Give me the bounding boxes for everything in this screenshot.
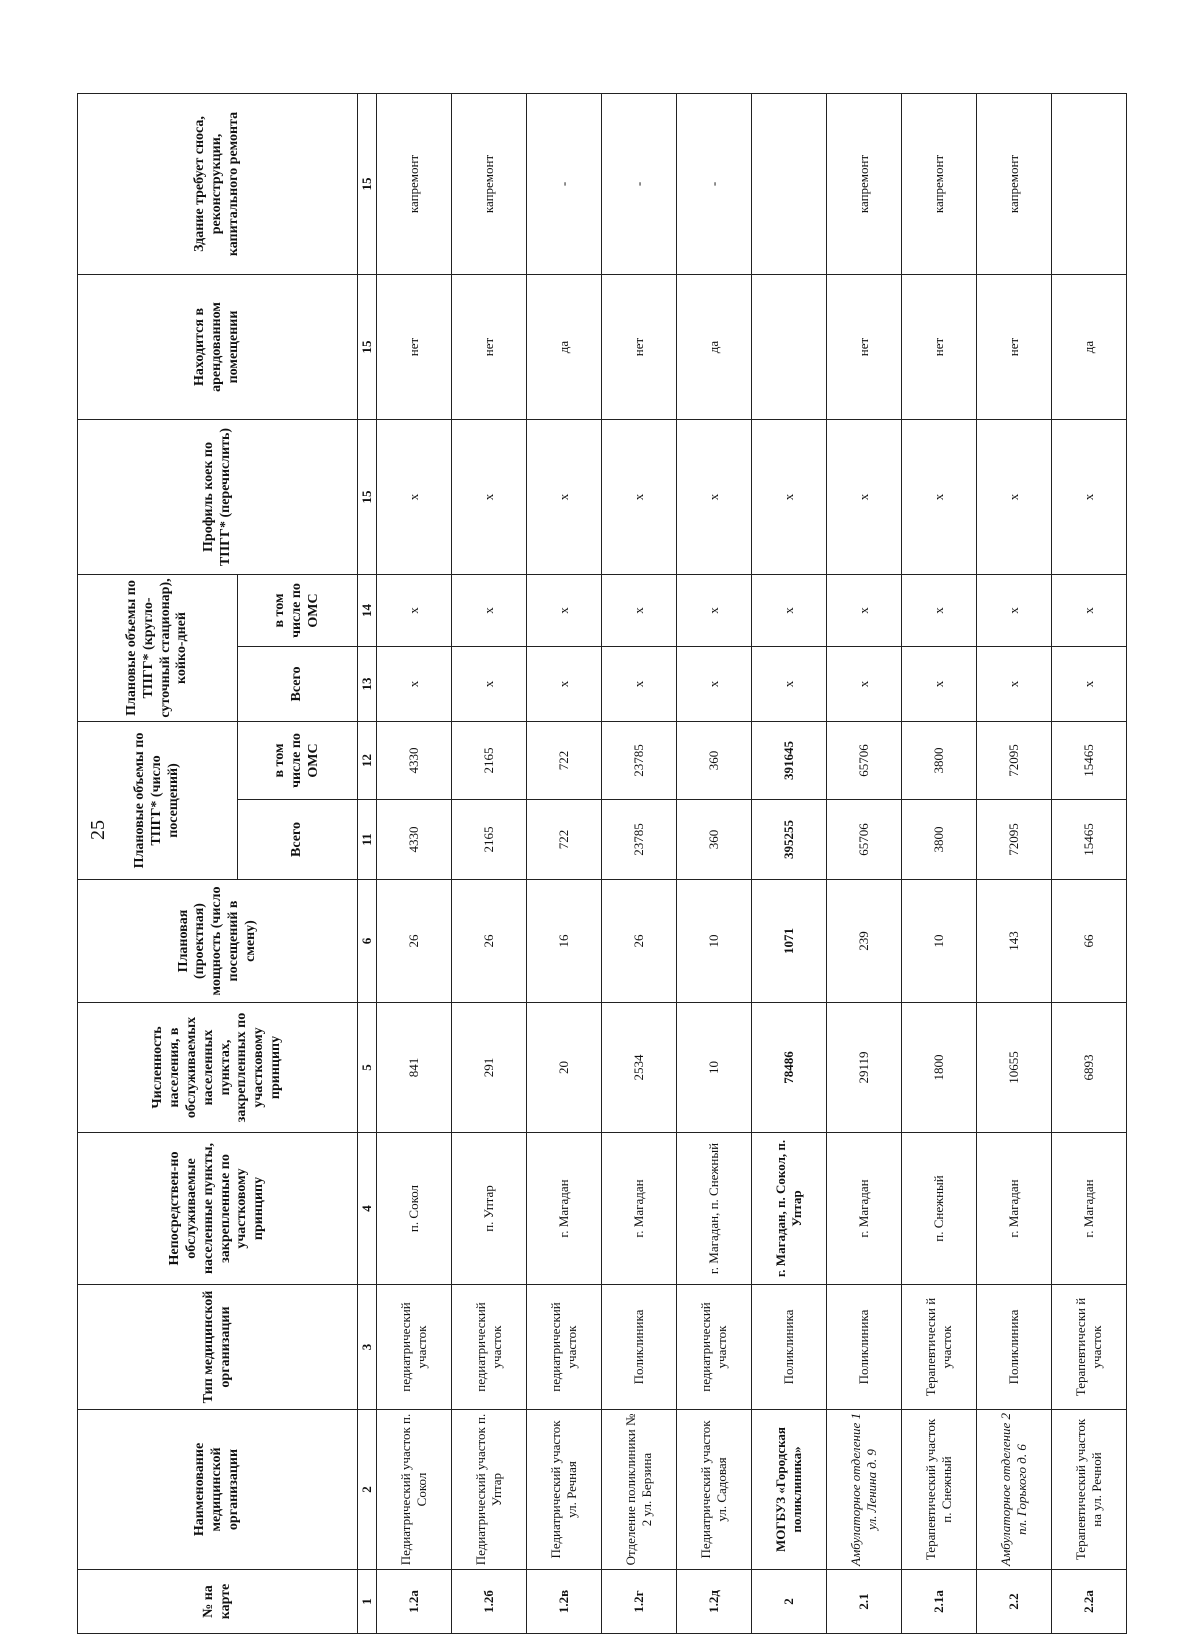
cell-map-number: 2.1а [901, 1570, 976, 1634]
cell-beds-total: х [376, 647, 451, 722]
table-row [1051, 93, 1126, 1633]
cell-org-type: Поликлиника [826, 1285, 901, 1410]
column-number: 5 [358, 1003, 377, 1133]
cell-visits-oms: 722 [526, 722, 601, 800]
table-row [676, 93, 751, 1633]
cell-settlements: г. Магадан, п. Снежный [676, 1133, 751, 1285]
table-row [901, 93, 976, 1633]
cell-org-type: Терапевтически й участок [901, 1285, 976, 1410]
table-row [976, 93, 1051, 1633]
cell-org-name: Амбулаторное отделение 2 пл. Горького д. 6 [976, 1410, 1051, 1570]
cell-population: 29119 [826, 1003, 901, 1133]
table-row [826, 93, 901, 1633]
cell-settlements: п. Уптар [451, 1133, 526, 1285]
column-number: 15 [358, 93, 377, 274]
cell-building-state: капремонт [901, 93, 976, 274]
table-row [376, 93, 451, 1633]
cell-visits-oms: 2165 [451, 722, 526, 800]
cell-settlements: г. Магадан [826, 1133, 901, 1285]
cell-bed-profile: х [526, 419, 601, 574]
cell-settlements: г. Магадан [976, 1133, 1051, 1285]
cell-population: 291 [451, 1003, 526, 1133]
cell-beds-oms: х [376, 574, 451, 646]
cell-beds-oms: х [901, 574, 976, 646]
cell-bed-profile: х [826, 419, 901, 574]
header-bed-profile: Профиль коек по ТПГГ* (перечислить) [78, 419, 358, 574]
cell-capacity: 26 [601, 880, 676, 1003]
cell-rented: нет [976, 274, 1051, 419]
cell-settlements: г. Магадан [601, 1133, 676, 1285]
cell-rented: нет [376, 274, 451, 419]
cell-beds-oms: х [826, 574, 901, 646]
cell-beds-oms: х [601, 574, 676, 646]
column-number: 14 [358, 574, 377, 646]
cell-org-type: педиатрический участок [451, 1285, 526, 1410]
column-number: 4 [358, 1133, 377, 1285]
cell-settlements: г. Магадан, п. Сокол, п. Уптар [751, 1133, 826, 1285]
cell-bed-profile: х [451, 419, 526, 574]
cell-building-state: капремонт [451, 93, 526, 274]
page-number: 25 [87, 820, 109, 840]
header-building-state: Здание требует сноса, реконструкции, капитального ремонта [78, 93, 358, 274]
cell-beds-oms: х [526, 574, 601, 646]
cell-beds-oms: х [751, 574, 826, 646]
cell-settlements: п. Сокол [376, 1133, 451, 1285]
cell-bed-profile: х [1051, 419, 1126, 574]
cell-org-type: Поликлиника [601, 1285, 676, 1410]
header-row [78, 93, 238, 1633]
cell-org-name: Педиатрический участок п. Сокол [376, 1410, 451, 1570]
cell-settlements: п. Снежный [901, 1133, 976, 1285]
cell-beds-oms: х [976, 574, 1051, 646]
cell-capacity: 239 [826, 880, 901, 1003]
table-row [451, 93, 526, 1633]
cell-rented: нет [826, 274, 901, 419]
cell-org-name: Педиатрический участок ул. Речная [526, 1410, 601, 1570]
cell-beds-total: х [451, 647, 526, 722]
cell-org-name: Терапевтический участок на ул. Речной [1051, 1410, 1126, 1570]
cell-rented: нет [451, 274, 526, 419]
cell-building-state: - [676, 93, 751, 274]
header-planned-visits: Плановые объемы по ТПГГ* (число посещений) [78, 722, 238, 880]
cell-visits-oms: 72095 [976, 722, 1051, 800]
column-number: 3 [358, 1285, 377, 1410]
cell-settlements: г. Магадан [526, 1133, 601, 1285]
cell-map-number: 2.2а [1051, 1570, 1126, 1634]
cell-bed-profile: х [751, 419, 826, 574]
cell-visits-total: 360 [676, 800, 751, 880]
cell-beds-oms: х [451, 574, 526, 646]
column-number: 13 [358, 647, 377, 722]
cell-building-state: - [601, 93, 676, 274]
cell-visits-oms: 23785 [601, 722, 676, 800]
rotated-table-container [77, 94, 1127, 1634]
cell-visits-oms: 65706 [826, 722, 901, 800]
cell-org-name: МОГБУЗ «Городская поликлиника» [751, 1410, 826, 1570]
cell-population: 10 [676, 1003, 751, 1133]
cell-org-name: Терапевтический участок п. Снежный [901, 1410, 976, 1570]
cell-beds-total: х [1051, 647, 1126, 722]
cell-rented: да [676, 274, 751, 419]
cell-capacity: 26 [376, 880, 451, 1003]
cell-population: 20 [526, 1003, 601, 1133]
cell-org-type: Терапевтически й участок [1051, 1285, 1126, 1410]
cell-bed-profile: х [901, 419, 976, 574]
cell-map-number: 1.2б [451, 1570, 526, 1634]
column-number: 15 [358, 274, 377, 419]
cell-capacity: 26 [451, 880, 526, 1003]
cell-map-number: 1.2д [676, 1570, 751, 1634]
cell-population: 78486 [751, 1003, 826, 1133]
cell-beds-total: х [826, 647, 901, 722]
cell-building-state: капремонт [826, 93, 901, 274]
column-number: 12 [358, 722, 377, 800]
column-number: 6 [358, 880, 377, 1003]
cell-map-number: 2.1 [826, 1570, 901, 1634]
cell-bed-profile: х [976, 419, 1051, 574]
cell-bed-profile: х [676, 419, 751, 574]
cell-map-number: 2 [751, 1570, 826, 1634]
cell-beds-total: х [601, 647, 676, 722]
subheader-total-visits: Всего [238, 800, 358, 880]
cell-map-number: 2.2 [976, 1570, 1051, 1634]
cell-population: 10655 [976, 1003, 1051, 1133]
cell-capacity: 66 [1051, 880, 1126, 1003]
cell-building-state: - [526, 93, 601, 274]
cell-capacity: 143 [976, 880, 1051, 1003]
cell-population: 2534 [601, 1003, 676, 1133]
cell-visits-total: 15465 [1051, 800, 1126, 880]
cell-capacity: 1071 [751, 880, 826, 1003]
cell-rented: да [1051, 274, 1126, 419]
cell-visits-total: 722 [526, 800, 601, 880]
cell-building-state: капремонт [976, 93, 1051, 274]
cell-population: 1800 [901, 1003, 976, 1133]
cell-org-type: педиатрический участок [376, 1285, 451, 1410]
cell-org-type: Поликлиника [976, 1285, 1051, 1410]
cell-beds-total: х [751, 647, 826, 722]
cell-building-state: капремонт [376, 93, 451, 274]
cell-org-type: педиатрический участок [526, 1285, 601, 1410]
cell-visits-total: 4330 [376, 800, 451, 880]
cell-rented: да [526, 274, 601, 419]
cell-org-name: Педиатрический участок ул. Садовая [676, 1410, 751, 1570]
subheader-oms-visits: в том числе по ОМС [238, 722, 358, 800]
cell-org-name: Педиатрический участок п. Уптар [451, 1410, 526, 1570]
column-number: 1 [358, 1570, 377, 1634]
cell-org-name: Отделение поликлиники № 2 ул. Берзина [601, 1410, 676, 1570]
header-rented: Находится в арендованном помещении [78, 274, 358, 419]
cell-population: 841 [376, 1003, 451, 1133]
cell-org-type: Поликлиника [751, 1285, 826, 1410]
medical-organizations-table [77, 93, 1127, 1634]
cell-population: 6893 [1051, 1003, 1126, 1133]
cell-capacity: 16 [526, 880, 601, 1003]
cell-visits-oms: 391645 [751, 722, 826, 800]
column-number: 15 [358, 419, 377, 574]
cell-capacity: 10 [901, 880, 976, 1003]
cell-beds-total: х [526, 647, 601, 722]
column-number: 11 [358, 800, 377, 880]
cell-map-number: 1.2а [376, 1570, 451, 1634]
cell-visits-oms: 4330 [376, 722, 451, 800]
header-served-settlements: Непосредствен-но обслуживаемые населенные пункты, закрепленные по участковому принципу [78, 1133, 358, 1285]
cell-building-state [1051, 93, 1126, 274]
cell-visits-total: 2165 [451, 800, 526, 880]
cell-settlements: г. Магадан [1051, 1133, 1126, 1285]
cell-capacity: 10 [676, 880, 751, 1003]
cell-bed-profile: х [376, 419, 451, 574]
cell-map-number: 1.2г [601, 1570, 676, 1634]
cell-visits-oms: 15465 [1051, 722, 1126, 800]
cell-rented: нет [601, 274, 676, 419]
cell-map-number: 1.2в [526, 1570, 601, 1634]
table-row [526, 93, 601, 1633]
cell-visits-total: 395255 [751, 800, 826, 880]
cell-beds-oms: х [676, 574, 751, 646]
cell-org-name: Амбулаторное отделение 1 ул. Ленина д. 9 [826, 1410, 901, 1570]
header-planned-bed-days: Плановые объемы по ТПГГ* (кругло-суточный стационар), койко-дней [78, 574, 238, 721]
cell-visits-oms: 360 [676, 722, 751, 800]
column-numbers-row [358, 93, 377, 1633]
cell-visits-total: 23785 [601, 800, 676, 880]
cell-bed-profile: х [601, 419, 676, 574]
cell-visits-total: 65706 [826, 800, 901, 880]
cell-beds-oms: х [1051, 574, 1126, 646]
table-row [601, 93, 676, 1633]
table-row-summary [751, 93, 826, 1633]
header-org-type: Тип медицинской организации [78, 1285, 358, 1410]
cell-visits-total: 72095 [976, 800, 1051, 880]
cell-beds-total: х [676, 647, 751, 722]
subheader-oms-beds: в том числе по ОМС [238, 574, 358, 646]
header-planned-capacity: Плановая (проектная) мощность (число посещений в смену) [78, 880, 358, 1003]
cell-building-state [751, 93, 826, 274]
cell-visits-total: 3800 [901, 800, 976, 880]
cell-rented [751, 274, 826, 419]
cell-rented: нет [901, 274, 976, 419]
header-map-number: № на карте [78, 1570, 358, 1634]
subheader-total-beds: Всего [238, 647, 358, 722]
cell-org-type: педиатрический участок [676, 1285, 751, 1410]
cell-visits-oms: 3800 [901, 722, 976, 800]
cell-beds-total: х [901, 647, 976, 722]
header-population: Численность населения, в обслуживаемых населенных пунктах, закрепленных по участковому принципу [78, 1003, 358, 1133]
column-number: 2 [358, 1410, 377, 1570]
cell-beds-total: х [976, 647, 1051, 722]
header-org-name: Наименование медицинской организации [78, 1410, 358, 1570]
